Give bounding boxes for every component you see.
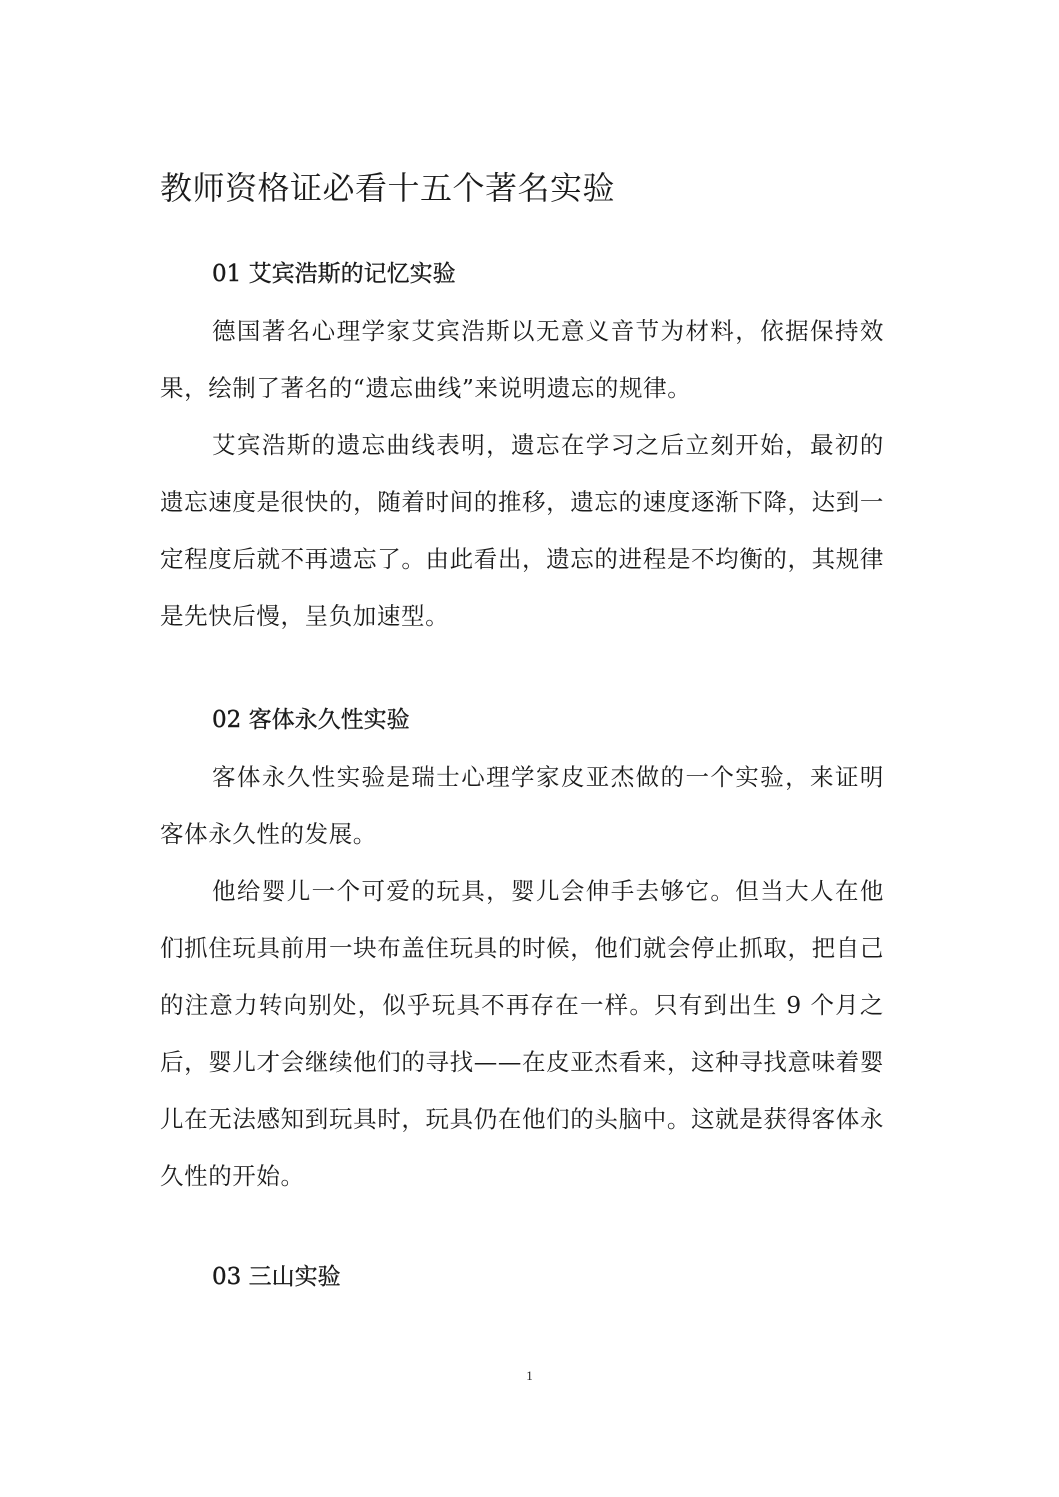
section-heading-02: 02 客体永久性实验 (212, 707, 410, 733)
document-title: 教师资格证必看十五个著名实验 (160, 169, 616, 207)
section-01-paragraph-1: 德国著名心理学家艾宾浩斯以无意义音节为材料，依据保持效果，绘制了著名的“遗忘曲线”来说明遗忘的规律。 (160, 317, 884, 402)
page-number: 1 (526, 1368, 533, 1383)
section-02-paragraph-2: 他给婴儿一个可爱的玩具，婴儿会伸手去够它。但当大人在他们抓住玩具前用一块布盖住玩具的时候，他们就会停止抓取，把自己的注意力转向别处，似乎玩具不再存在一样。只有到出生 9 个月之后，婴儿才会继续他们的寻找——在皮亚杰看来，这种寻找意味着婴儿在无法感知到玩具时，玩具仍在他们的头脑中。这就是获得客体永久性的开始。 (160, 877, 884, 1190)
section-02-paragraph-1: 客体永久性实验是瑞士心理学家皮亚杰做的一个实验，来证明客体永久性的发展。 (160, 763, 884, 848)
section-01-paragraph-2: 艾宾浩斯的遗忘曲线表明，遗忘在学习之后立刻开始，最初的遗忘速度是很快的，随着时间的推移，遗忘的速度逐渐下降，达到一定程度后就不再遗忘了。由此看出，遗忘的进程是不均衡的，其规律是先快后慢，呈负加速型。 (160, 431, 884, 630)
section-heading-03: 03 三山实验 (212, 1264, 341, 1290)
section-heading-01: 01 艾宾浩斯的记忆实验 (212, 261, 456, 287)
